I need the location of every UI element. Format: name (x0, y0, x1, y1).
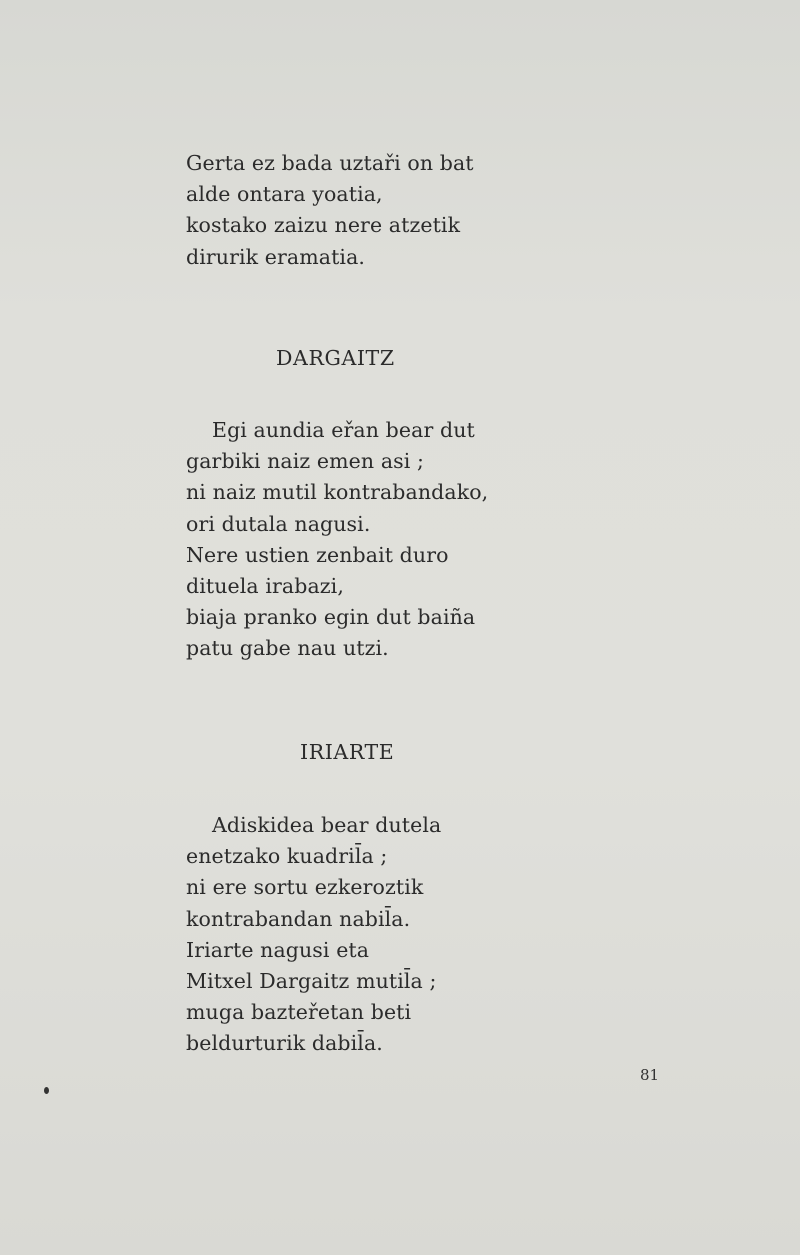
verse-line: kontrabandan nabil̄a. (186, 906, 411, 931)
verse-line: biaja pranko egin dut baiña (186, 605, 476, 630)
verse-line: dirurik eramatia. (186, 244, 366, 269)
verse-line: beldurturik dabil̄a. (186, 1031, 383, 1056)
verse-line: muga bazteřetan beti (186, 1000, 412, 1025)
verse-line: ni ere sortu ezkeroztik (186, 875, 424, 900)
verse-line: Iriarte nagusi eta (186, 937, 370, 962)
verse-line: Mitxel Dargaitz mutil̄a ; (186, 969, 437, 994)
verse-line: Adiskidea bear dutela (212, 813, 442, 837)
verse-line: enetzako kuadril̄a ; (186, 844, 388, 869)
verse-line: dituela irabazi, (186, 574, 344, 599)
page-number: 81 (640, 1066, 660, 1084)
verse-line: Gerta ez bada uztaři on bat (186, 151, 474, 175)
opening-stanza (186, 148, 474, 273)
section-title-iriarte: IRIARTE (300, 740, 395, 764)
verse-line: Egi aundia eřan bear dut (212, 418, 475, 442)
verse-line: ori dutala nagusi. (186, 511, 371, 536)
verse-line: kostako zaizu nere atzetik (186, 213, 461, 238)
verse-line: garbiki naiz emen asi ; (186, 449, 425, 474)
ink-speck (44, 1087, 49, 1094)
verse-line: Nere ustien zenbait duro (186, 542, 449, 567)
iriarte-stanza (186, 810, 441, 1060)
verse-line: patu gabe nau utzi. (186, 636, 389, 661)
section-title-dargaitz: DARGAITZ (276, 346, 395, 370)
verse-line: alde ontara yoatia, (186, 182, 383, 207)
dargaitz-stanza (186, 415, 488, 665)
verse-line: ni naiz mutil kontrabandako, (186, 480, 489, 505)
